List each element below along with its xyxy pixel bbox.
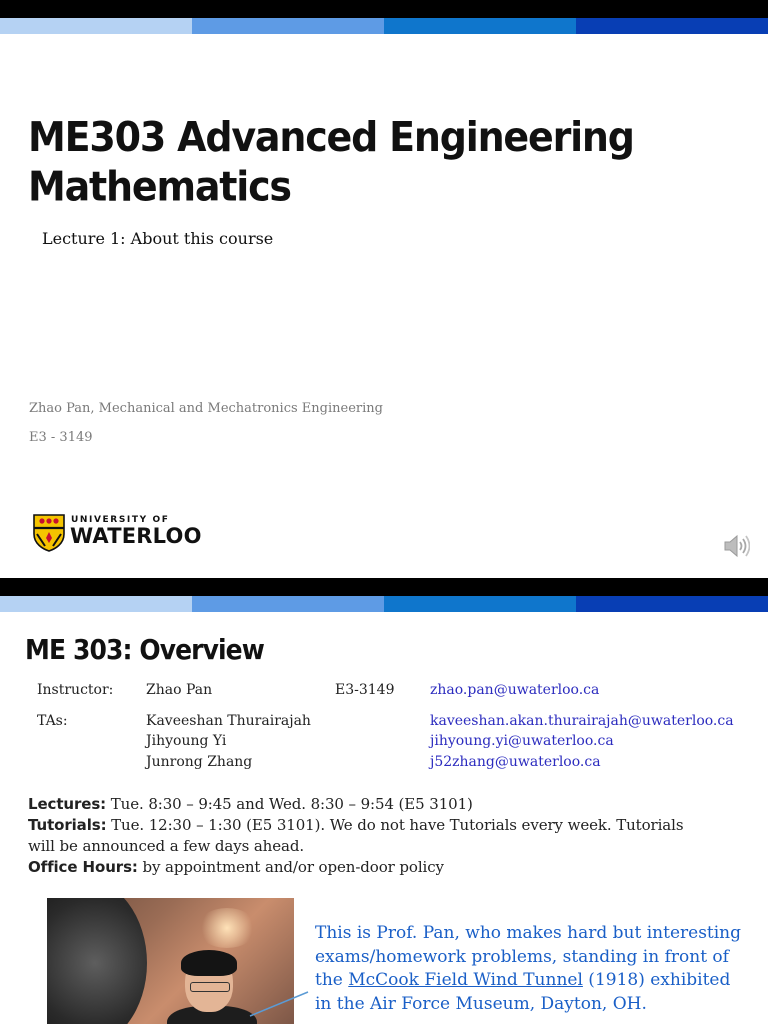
logo-big-text: WATERLOO [70, 524, 202, 548]
ta-email-link[interactable]: jihyoung.yi@uwaterloo.ca [430, 733, 614, 749]
speaker-icon[interactable] [722, 532, 750, 560]
slide-title: ME 303: Overview [25, 633, 264, 666]
wind-tunnel-link[interactable]: McCook Field Wind Tunnel [348, 970, 583, 990]
color-stripe [576, 18, 768, 34]
room-number: E3 - 3149 [29, 430, 93, 445]
office-hours-text: by appointment and/or open-door policy [137, 858, 444, 876]
color-stripe [0, 596, 192, 612]
instructor-name: Zhao Pan [146, 682, 213, 698]
ta-email-link[interactable]: kaveeshan.akan.thurairajah@uwaterloo.ca [430, 713, 734, 729]
slide-title: ME303 Advanced Engineering Mathematics [28, 113, 634, 211]
lectures-label: Lectures: [28, 795, 107, 813]
slide-subtitle: Lecture 1: About this course [42, 229, 274, 248]
color-stripe [192, 18, 384, 34]
wind-tunnel-shape [47, 898, 147, 1024]
slide-top-bar [0, 0, 768, 18]
university-logo [33, 511, 233, 555]
slide-top-bar [0, 578, 768, 596]
instructor-photo [47, 898, 294, 1024]
lectures-line [28, 795, 768, 813]
photo-caption: This is Prof. Pan, who makes hard but interesting exams/homework problems, standing in front of the McCook Field Wind Tunnel (1918) exhibited in the Air Force Museum, Dayton, OH. [315, 923, 742, 1014]
author-line: Zhao Pan, Mechanical and Mechatronics Engineering [29, 401, 383, 416]
color-stripe [576, 596, 768, 612]
color-stripe [0, 18, 192, 34]
crest-icon [33, 514, 65, 552]
ta-name: Junrong Zhang [146, 754, 253, 770]
tutorials-line [28, 816, 768, 834]
logo-small-text: UNIVERSITY OF [71, 515, 170, 525]
tas-label: TAs: [37, 713, 68, 729]
tutorials-text: Tue. 12:30 – 1:30 (E5 3101). We do not have Tutorials every week. Tutorials [106, 816, 684, 834]
ta-name: Kaveeshan Thurairajah [146, 713, 311, 729]
color-stripe [384, 596, 576, 612]
instructor-email-link[interactable]: zhao.pan@uwaterloo.ca [430, 682, 600, 698]
tutorials-line-2: will be announced a few days ahead. [28, 837, 305, 855]
instructor-label: Instructor: [37, 682, 114, 698]
glasses-icon [190, 982, 230, 992]
color-stripe [192, 596, 384, 612]
ceiling-light [197, 908, 257, 948]
ta-email-link[interactable]: j52zhang@uwaterloo.ca [430, 754, 601, 770]
ta-name: Jihyoung Yi [146, 733, 227, 749]
color-stripe [384, 18, 576, 34]
instructor-office: E3-3149 [335, 682, 395, 698]
office-hours-line [28, 858, 768, 876]
person-hair [181, 950, 237, 976]
lectures-text: Tue. 8:30 – 9:45 and Wed. 8:30 – 9:54 (E5 3101) [106, 795, 473, 813]
office-hours-label: Office Hours: [28, 858, 138, 876]
tutorials-label: Tutorials: [28, 816, 107, 834]
